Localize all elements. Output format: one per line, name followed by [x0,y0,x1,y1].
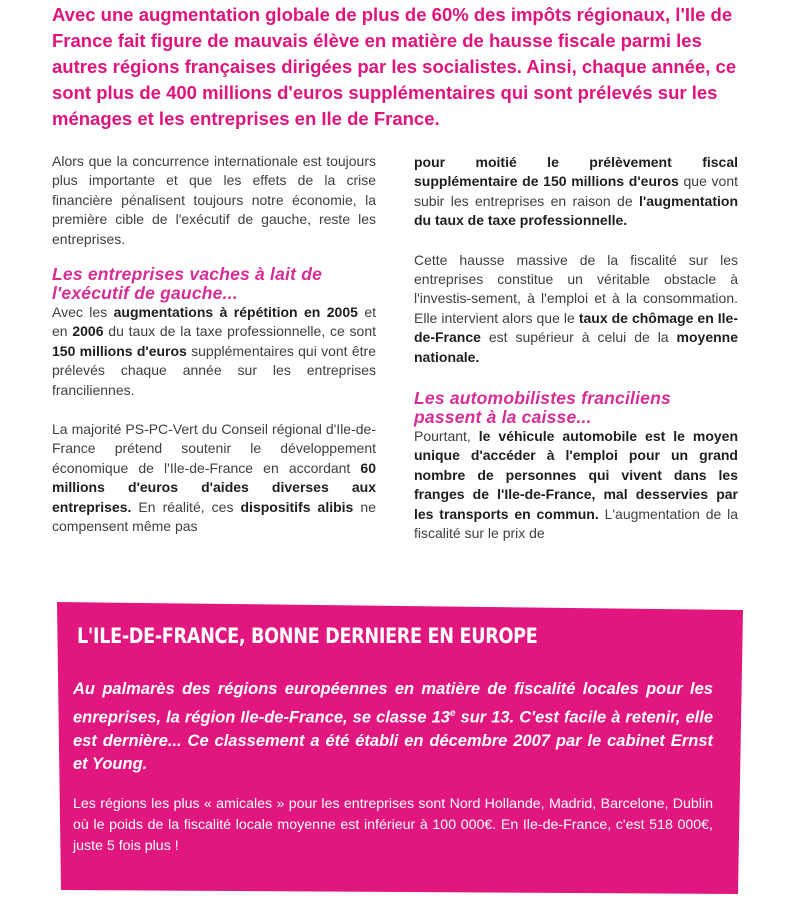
text-span: Avec les [52,304,114,321]
bold-span: l'augmentation du taux de taxe professionnelle. [414,192,738,229]
callout-lead [73,678,713,777]
bold-span: 60 millions d'euros d'aides diverses aux entreprises. [52,459,376,515]
left-column [52,152,376,537]
bold-span: pour moitié le prélèvement fiscal supplémentaire de 150 millions d'euros [414,154,738,190]
text-span: Au palmarès des régions européennes en matière de fiscalité locales pour les enreprises, la région Ile-de-France, se classe 13 [73,680,713,726]
text-span: du taux de la taxe professionnelle, ce sont [103,323,376,340]
text-span: que vont subir les entreprises en raison de [414,173,738,209]
text-span: supplémentaires qui vont être prélevés chaque année sur les entreprises franciliennes. [52,342,376,398]
text-span: Pourtant, [414,428,479,445]
bold-span: taux de chômage en Ile-de-France [414,309,739,346]
right-heading: Les automobilistes franciliens passent à la caisse... [414,388,671,428]
bold-span: le véhicule automobile est le moyen unique d'accéder à l'emploi pour un grand nombre de personnes qui vivent dans les franges de l'Ile-de-France, mal desservies par les transports en commun. [414,428,739,522]
text-span: sur 13. C'est facile à retenir, elle est dernière... Ce classement a été établi en décembre 2007 par le cabinet Ernst et Young. [73,708,713,773]
text-span: et en [52,304,377,340]
right-paragraph-1 [414,153,738,231]
callout-title: L'ILE-DE-FRANCE, BONNE DERNIERE EN EUROPE [77,624,538,648]
text-span: En réalité, ces [131,498,241,515]
intro-paragraph: Avec une augmentation globale de plus de 60% des impôts régionaux, l'Ile de France fait figure de mauvais élève en matière de hausse fiscale parmi les autres régions françaises dirigées par les socialistes. Ainsi, chaque année, ce sont plus de 400 millions d'euros supplémentaires qui sont prélevés sur les ménages et les entreprises en Ile de France. [52,4,737,129]
bold-span: moyenne nationale. [414,329,738,365]
callout-box [55,600,747,898]
left-paragraph-1: Alors que la concurrence internationale est toujours plus importante et que les effets de la crise financière pénalisent toujours notre économie, la première cible de l'exécutif de gauche, reste les entreprises. [52,153,376,247]
callout-body: Les régions les plus « amicales » pour les entreprises sont Nord Hollande, Madrid, Barcelone, Dublin où le poids de la fiscalité locale moyenne est inférieur à 100 000€. En Ile-de-France, c'est 518 000€, juste 5 fois plus ! [73,796,713,854]
superscript: e [449,707,456,719]
right-paragraph-3 [414,427,738,543]
right-column [414,153,738,544]
text-span: est supérieur à celui de la [480,329,677,346]
text-span: La majorité PS-PC-Vert du Conseil régional d'Ile-de-France prétend soutenir le développement économique de l'Ile-de-France en accordant [52,421,376,476]
left-heading: Les entreprises vaches à lait de l'exécutif de gauche... [52,264,323,304]
right-paragraph-2 [414,251,738,367]
bold-span: dispositifs alibis [240,498,354,515]
text-span: ne compensent même pas [52,498,376,535]
bold-span: 150 millions d'euros [52,342,187,359]
bold-span: augmentations à répétition en 2005 [113,304,358,321]
text-span: L'augmentation de la fiscalité sur le prix de [414,505,738,542]
bold-span: 2006 [72,323,104,340]
left-paragraph-2 [52,303,376,400]
text-span: Cette hausse massive de la fiscalité sur les entreprises constitue un véritable obstacle à l'investis-sement, à l'emploi et à la consommation. Elle intervient alors que le [414,251,738,326]
left-paragraph-3 [52,420,376,536]
